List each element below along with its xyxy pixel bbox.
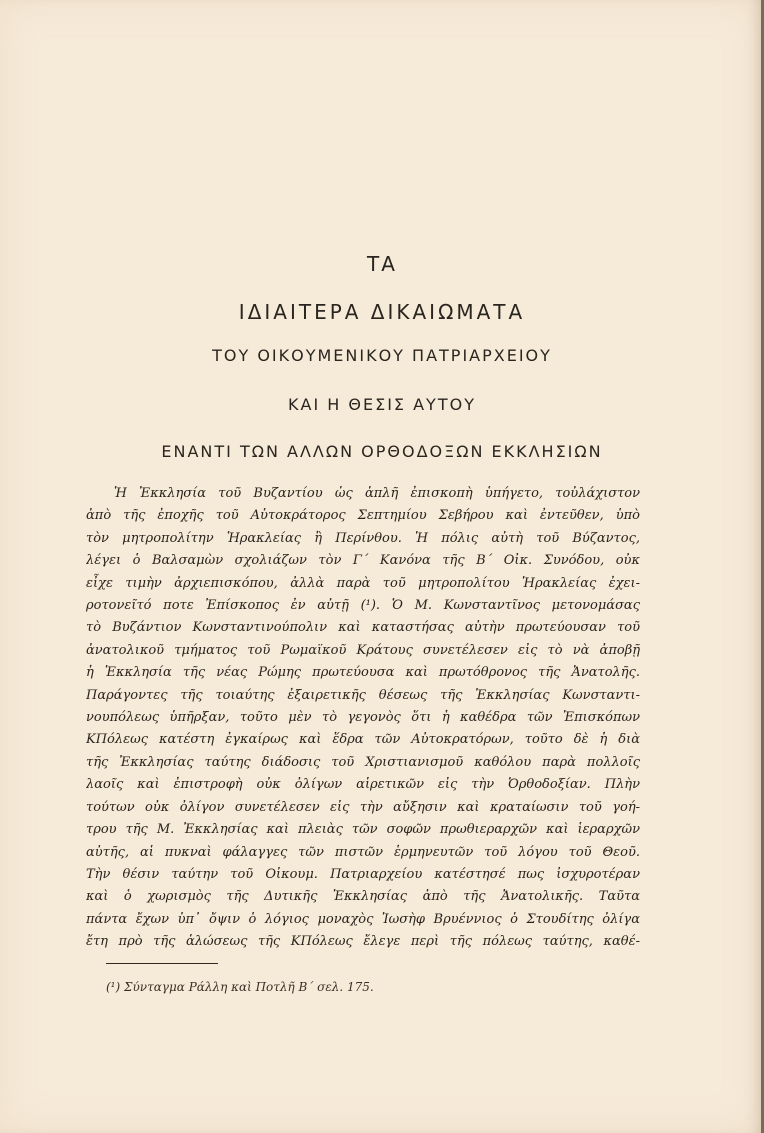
footnote-divider	[106, 963, 218, 964]
text-line: τούτων οὐκ ὀλίγον συνετέλεσεν εἰς τὴν αὔξησιν καὶ κραταίωσιν τοῦ γοή-	[86, 799, 640, 815]
heading-line-2: ΙΔΙΑΙΤΕΡΑ ΔΙΚΑΙΩΜΑΤΑ	[238, 300, 526, 324]
body-paragraph	[86, 483, 640, 954]
text-line: Τὴν θέσιν ταύτην τοῦ Οἰκουμ. Πατριαρχείου κατέστησέ πως ἰσχυροτέραν	[86, 866, 640, 882]
text-line: τρου τῆς Μ. Ἐκκλησίας καὶ πλειὰς τῶν σοφῶν πρωθιεραρχῶν καὶ ἱεραρχῶν	[86, 822, 640, 838]
heading-line-4: ΚΑΙ Η ΘΕΣΙΣ ΑΥΤΟΥ	[288, 395, 476, 414]
text-line: ροτονεῖτό ποτε Ἐπίσκοπος ἐν αὐτῇ (¹). Ὁ Μ. Κωνσταντῖνος μετονομάσας	[86, 598, 640, 614]
text-line: ἀπὸ τῆς ἐποχῆς τοῦ Αὐτοκράτορος Σεπτημίου Σεβήρου καὶ ἐντεῦθεν, ὑπὸ	[86, 508, 640, 524]
text-line: ἀνατολικοῦ τμήματος τοῦ Ρωμαϊκοῦ Κράτους συνετέλεσεν εἰς τὸ νὰ ἀποβῇ	[86, 642, 640, 658]
heading-line-5: ΕΝΑΝΤΙ ΤΩΝ ΑΛΛΩΝ ΟΡΘΟΔΟΞΩΝ ΕΚΚΛΗΣΙΩΝ	[161, 442, 603, 461]
text-line: εἶχε τιμὴν ἀρχιεπισκόπου, ἀλλὰ παρὰ τοῦ μητροπολίτου Ἡρακλείας ἐχει-	[86, 575, 640, 591]
text-line: τὸ Βυζάντιον Κωνσταντινούπολιν καὶ καταστήσας αὐτὴν πρωτεύουσαν τοῦ	[86, 620, 640, 636]
heading-line-1: ΤΑ	[367, 252, 397, 276]
text-line: τὸν μητροπολίτην Ἡρακλείας ἢ Περίνθου. Ἡ πόλις αὐτὴ τοῦ Βύζαντος,	[86, 530, 640, 546]
text-line: ἔτη πρὸ τῆς ἁλώσεως τῆς ΚΠόλεως ἔλεγε περὶ τῆς πόλεως ταύτης, καθέ-	[86, 934, 640, 950]
text-line: ΚΠόλεως κατέστη ἐγκαίρως καὶ ἕδρα τῶν Αὐτοκρατόρων, τοῦτο δὲ ἡ διὰ	[86, 732, 640, 748]
text-line: νουπόλεως ὑπῆρξαν, τοῦτο μὲν τὸ γεγονὸς ὅτι ἡ καθέδρα τῶν Ἐπισκόπων	[86, 710, 640, 726]
text-line: πάντα ἔχων ὑπ᾽ ὄψιν ὁ λόγιος μοναχὸς Ἰωσὴφ Βρυέννιος ὁ Στουδίτης ὀλίγα	[86, 911, 640, 927]
text-line: λαοῖς καὶ ἐπιστροφὴ οὐκ ὀλίγων αἱρετικῶν εἰς τὴν Ὀρθοδοξίαν. Πλὴν	[86, 777, 640, 793]
text-line: καὶ ὁ χωρισμὸς τῆς Δυτικῆς Ἐκκλησίας ἀπὸ τῆς Ἀνατολικῆς. Ταῦτα	[86, 889, 640, 905]
heading-line-3: ΤΟΥ ΟΙΚΟΥΜΕΝΙΚΟΥ ΠΑΤΡΙΑΡΧΕΙΟΥ	[212, 346, 552, 365]
text-line: Ἡ Ἐκκλησία τοῦ Βυζαντίου ὡς ἁπλῆ ἐπισκοπὴ ὑπήγετο, τοὐλάχιστον	[114, 486, 640, 501]
text-line: τῆς Ἐκκλησίας ταύτης διάδοσις τοῦ Χριστιανισμοῦ καθόλου παρὰ πολλοῖς	[86, 754, 640, 770]
text-line: λέγει ὁ Βαλσαμὼν σχολιάζων τὸν Γ´ Κανόνα τῆς Β´ Οἰκ. Συνόδου, οὐκ	[86, 553, 640, 569]
footnote: (¹) Σύνταγμα Ράλλη καὶ Ποτλῆ Β´ σελ. 175.	[106, 980, 374, 994]
text-line: Παράγοντες τῆς τοιαύτης ἐξαιρετικῆς θέσεως τῆς Ἐκκλησίας Κωνσταντι-	[86, 687, 640, 703]
text-line: ἡ Ἐκκλησία τῆς νέας Ρώμης πρωτεύουσα καὶ πρωτόθρονος τῆς Ἀνατολῆς.	[86, 665, 640, 681]
text-line: αὐτῆς, αἱ πυκναὶ φάλαγγες τῶν πιστῶν ἑρμηνευτῶν τοῦ λόγου τοῦ Θεοῦ.	[86, 844, 640, 860]
